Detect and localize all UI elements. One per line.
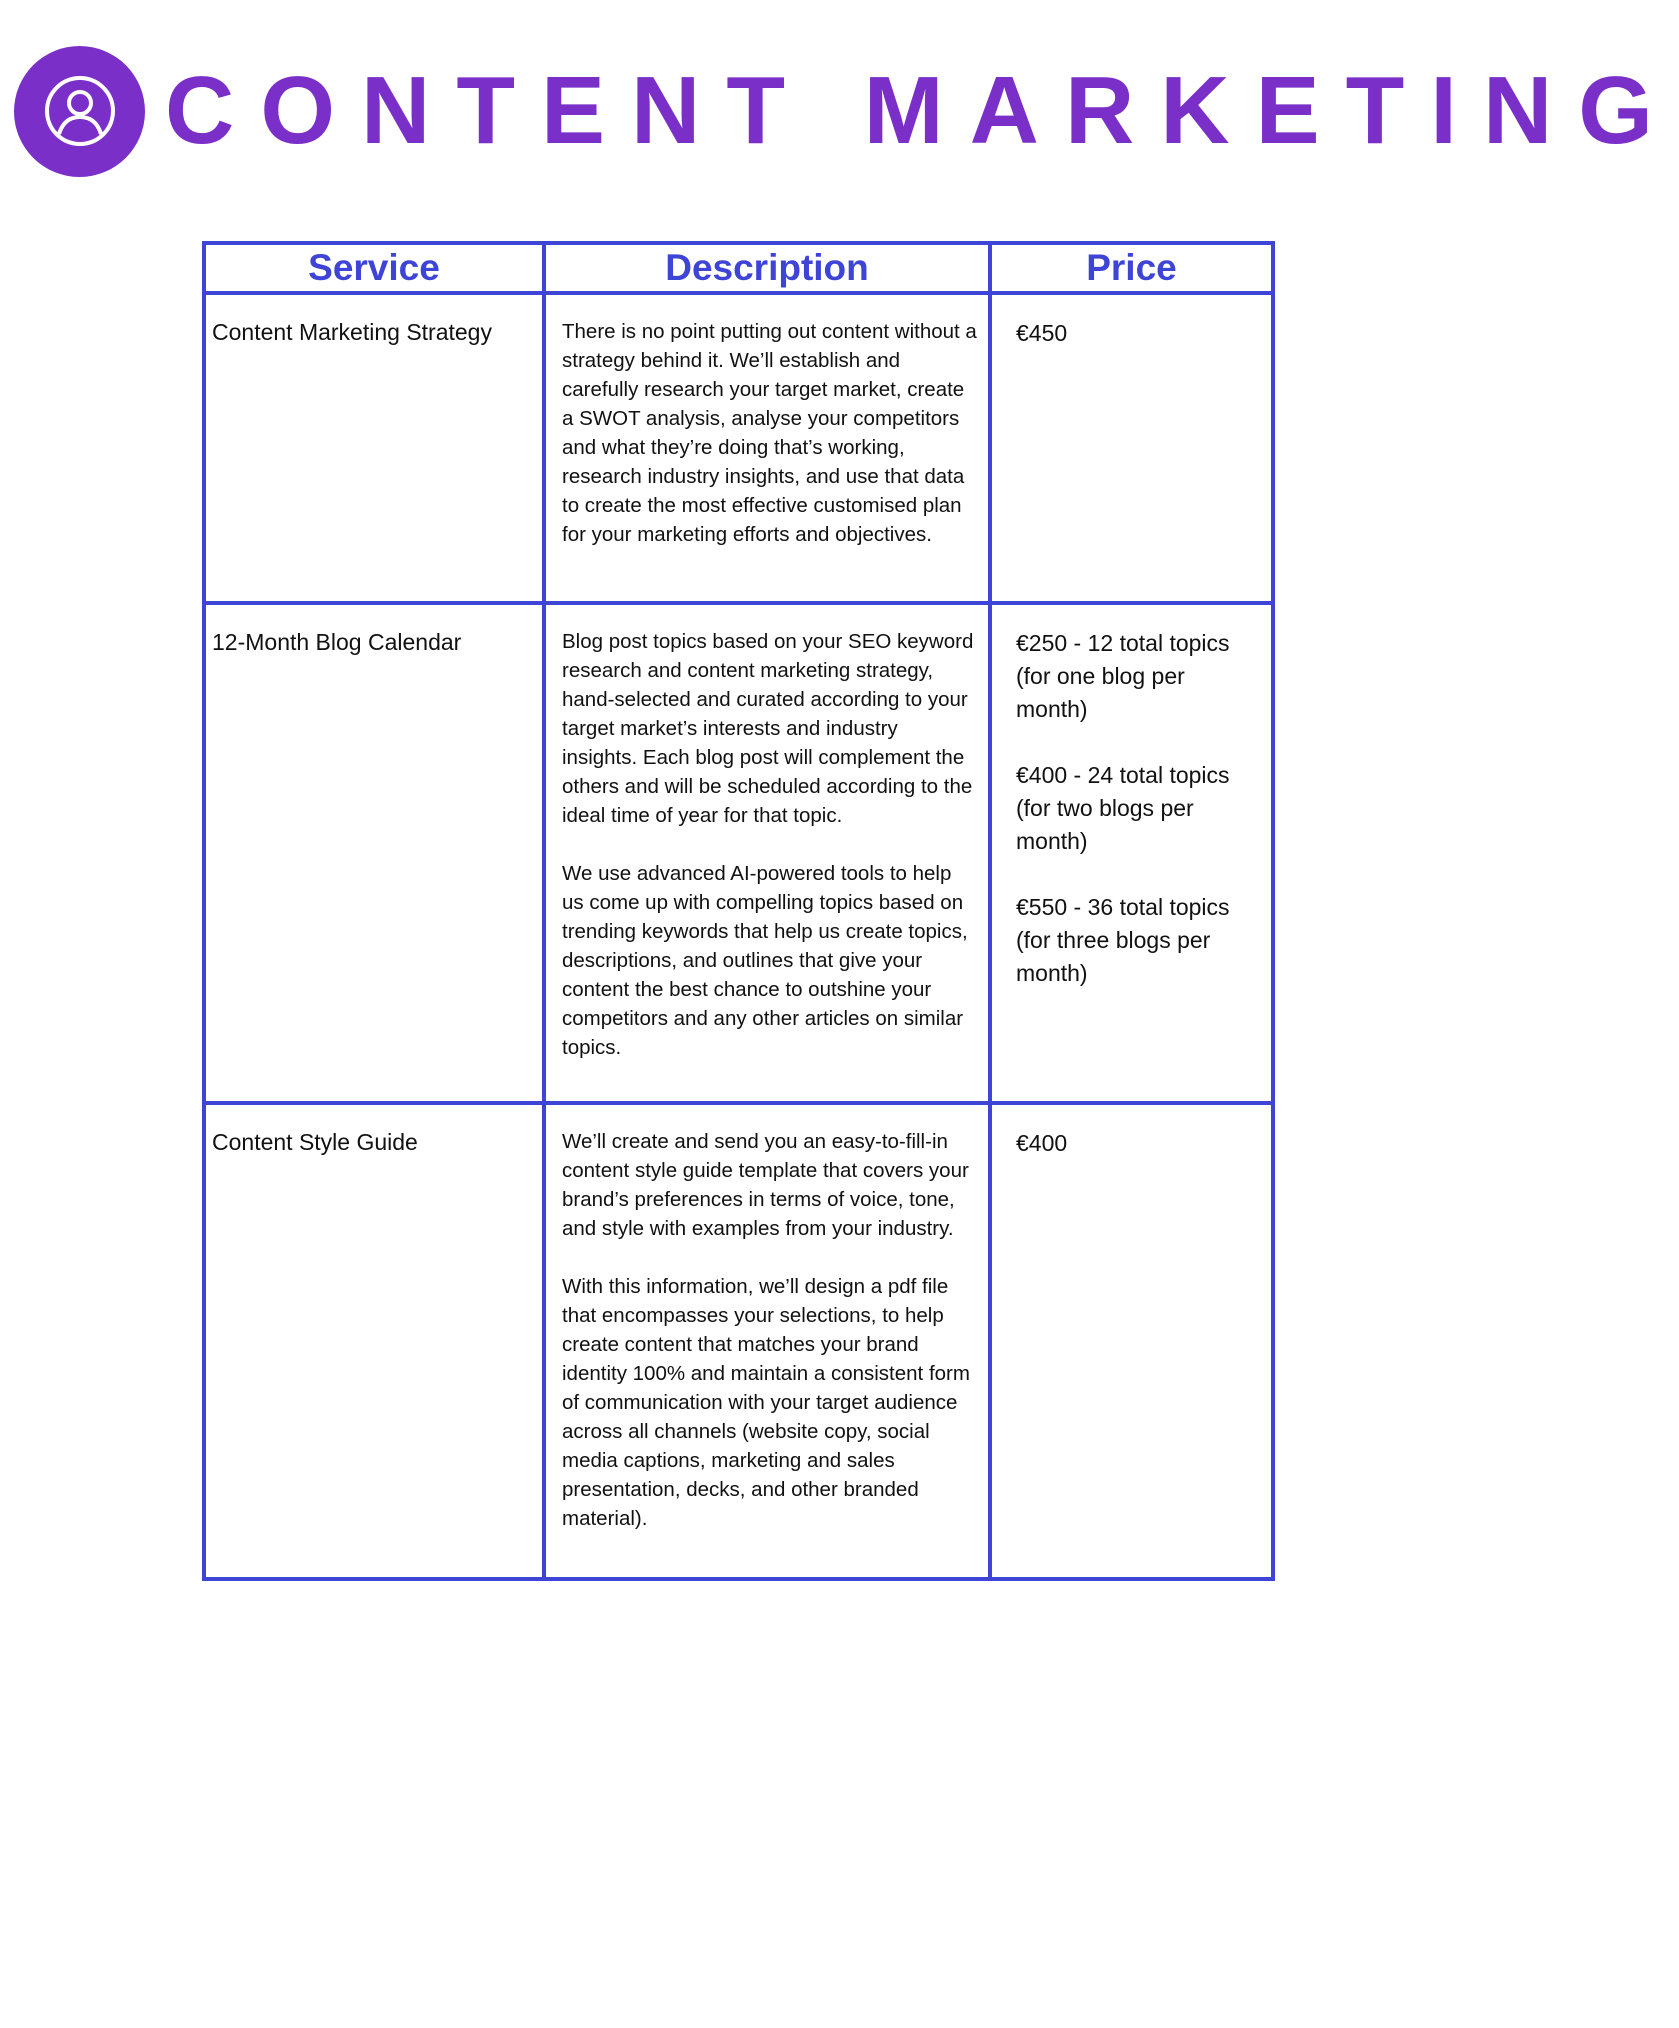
description-cell [544,293,990,603]
logo [14,46,145,177]
user-circle-icon [43,74,117,148]
description-paragraph: With this information, we’ll design a pdf file that encompasses your selections, to help create content that matches your brand identity 100% and maintain a consistent form of communication with your target audience across all channels (website copy, social media captions, marketing and sales presentation, decks, and other branded material). [562,1275,970,1530]
service-cell: Content Marketing Strategy [204,293,544,603]
description-paragraph: There is no point putting out content without a strategy behind it. We’ll establish and carefully research your target market, create a SWOT analysis, analyse your competitors and what they’re doing that’s working, research industry insights, and use that data to create the most effective customised plan for your marketing efforts and objectives. [562,320,977,546]
description-cell [544,1103,990,1579]
column-header-description: Description [544,243,990,293]
price-option: €450 [1016,320,1068,346]
service-cell: Content Style Guide [204,1103,544,1579]
price-cell [990,293,1273,603]
price-cell [990,1103,1273,1579]
services-table [202,241,1275,1581]
column-header-service: Service [204,243,544,293]
price-option: €550 - 36 total topics (for three blogs per month) [1016,894,1230,986]
column-header-price: Price [990,243,1273,293]
price-option: €400 [1016,1130,1068,1156]
price-option: €250 - 12 total topics (for one blog per month) [1016,630,1230,722]
description-cell [544,603,990,1103]
price-option: €400 - 24 total topics (for two blogs per month) [1016,762,1230,854]
table-row [204,293,1273,603]
page-header [14,44,1679,178]
table-row [204,1103,1273,1579]
service-cell: 12-Month Blog Calendar [204,603,544,1103]
description-paragraph: We use advanced AI-powered tools to help us come up with compelling topics based on trending keywords that help us create topics, descriptions, and outlines that give your content the best chance to outshine your competitors and any other articles on similar topics. [562,862,968,1059]
table-header-row [204,243,1273,293]
price-cell [990,603,1273,1103]
page-title: CONTENT MARKETING [165,57,1679,164]
description-paragraph: Blog post topics based on your SEO keyword research and content marketing strategy, hand-selected and curated according to your target market’s interests and industry insights. Each blog post will complement the others and will be scheduled according to the ideal time of year for that topic. [562,630,974,827]
description-paragraph: We’ll create and send you an easy-to-fill-in content style guide template that covers your brand’s preferences in terms of voice, tone, and style with examples from your industry. [562,1130,969,1240]
table-row [204,603,1273,1103]
